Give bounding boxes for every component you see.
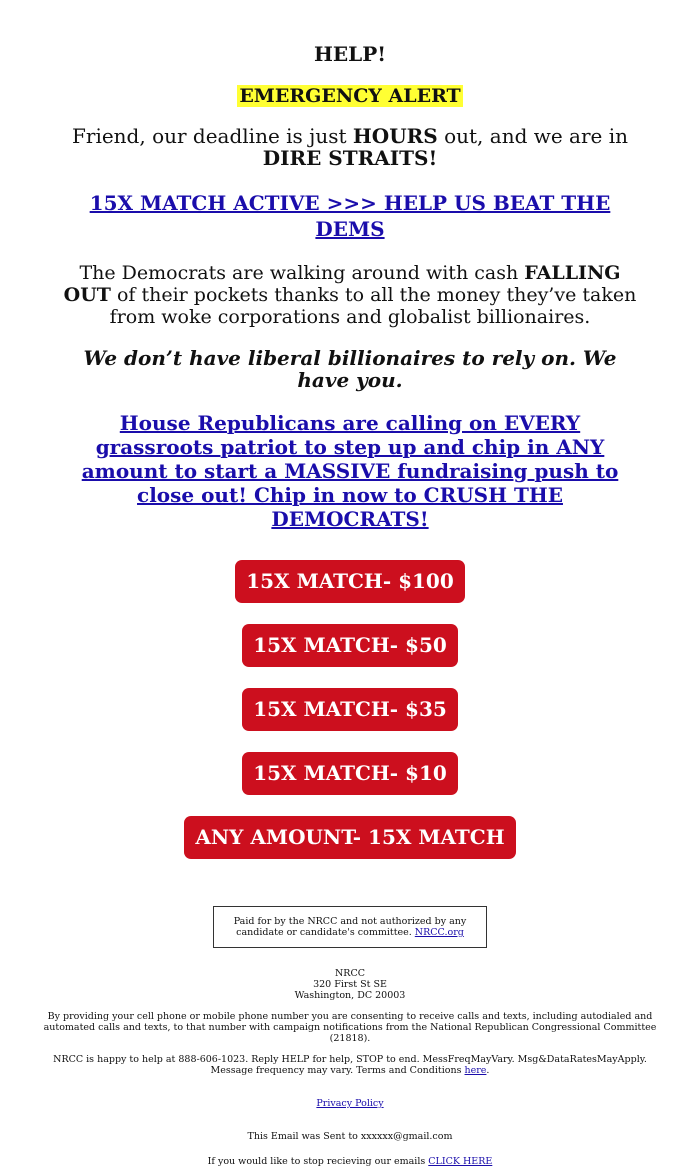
sent-to-text: This Email was Sent to xxxxxx@gmail.com	[247, 1131, 453, 1142]
mailing-address: NRCC 320 First St SE Washington, DC 20003	[294, 968, 406, 1001]
donate-100-button[interactable]: 15X MATCH- $100	[235, 560, 465, 603]
paid-for-disclaimer: Paid for by the NRCC and not authorized by any candidate or candidate's committee. NRCC.org	[213, 906, 487, 948]
help-text: NRCC is happy to help at 888-606-1023. Reply HELP for help, STOP to end. MessFreqMayVary. Msg&DataRatesMayApply. Message frequency may vary. Terms and Conditions here.	[53, 1054, 647, 1076]
call-to-action-link[interactable]: House Republicans are calling on EVERY grassroots patriot to step up and chip in ANY amount to start a MASSIVE fundraising push to close out! Chip in now to CRUSH THE DEMOCRATS!	[81, 411, 619, 531]
footer	[0, 906, 700, 1167]
unsubscribe-line: If you would like to stop recieving our emails CLICK HERE	[207, 1156, 493, 1167]
call-to-action-paragraph	[60, 412, 640, 532]
donate-35-button[interactable]: 15X MATCH- $35	[242, 688, 458, 731]
you-paragraph: We don’t have liberal billionaires to rely on. We have you.	[83, 346, 617, 392]
alert-line	[60, 84, 640, 108]
match-active-link[interactable]: 15X MATCH ACTIVE >>> HELP US BEAT THE DEMS	[89, 191, 611, 241]
donate-50-button[interactable]: 15X MATCH- $50	[242, 624, 458, 667]
help-heading: HELP!	[313, 42, 387, 66]
hours-emphasis: HOURS	[352, 124, 438, 148]
unsubscribe-link[interactable]: CLICK HERE	[428, 1156, 493, 1167]
consent-text: By providing your cell phone or mobile phone number you are consenting to receive calls and texts, including autodialed and automated calls and texts, to that number with campaign notifications from the National Republican Congressional Committee (21818).	[43, 1011, 657, 1044]
donation-buttons	[60, 560, 640, 880]
email-body	[60, 0, 640, 880]
democrats-paragraph: The Democrats are walking around with cash FALLING OUT of their pockets thanks to all the money they’ve taken from woke corporations and globalist billionaires.	[63, 262, 637, 328]
privacy-policy-link[interactable]: Privacy Policy	[316, 1098, 384, 1109]
falling-out-emphasis: FALLING OUT	[63, 262, 621, 306]
terms-link[interactable]: here	[464, 1065, 487, 1076]
donate-10-button[interactable]: 15X MATCH- $10	[242, 752, 458, 795]
emergency-alert-banner: EMERGENCY ALERT	[239, 85, 461, 107]
dire-straits-emphasis: DIRE STRAITS!	[262, 146, 438, 170]
donate-any-amount-button[interactable]: ANY AMOUNT- 15X MATCH	[184, 816, 515, 859]
intro-paragraph: Friend, our deadline is just HOURS out, and we are in DIRE STRAITS!	[72, 124, 628, 170]
nrcc-link[interactable]: NRCC.org	[414, 927, 464, 938]
